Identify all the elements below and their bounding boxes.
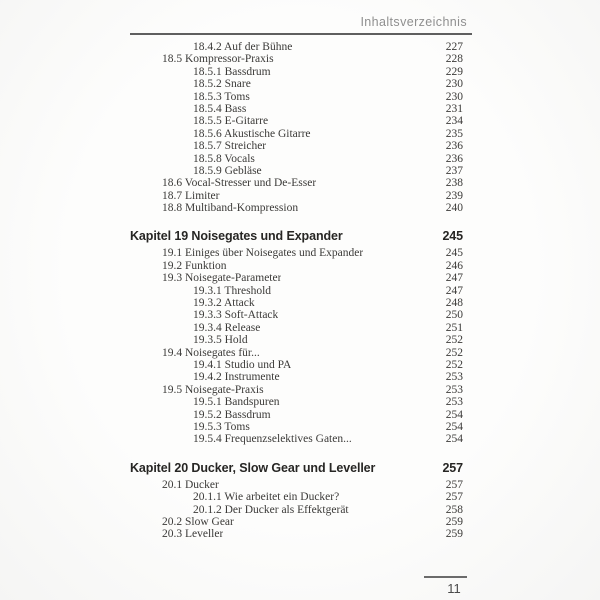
toc-entry [130, 260, 472, 272]
toc-entry-label: 19.5.1 Bandspuren [193, 396, 280, 409]
chapter-heading-label: Kapitel 20 Ducker, Slow Gear und Leveller [130, 460, 376, 475]
toc-entry-page: 236 [445, 152, 463, 165]
toc-entry-page: 230 [445, 90, 463, 103]
toc-entry-label: 18.5 Kompressor-Praxis [162, 53, 274, 66]
toc-entry-page: 254 [445, 420, 463, 433]
toc-entry-page: 254 [445, 433, 463, 446]
toc-entry-page: 247 [445, 272, 463, 285]
toc-entry-page: 248 [445, 297, 463, 310]
toc-entry-label: 19.3.3 Soft-Attack [193, 309, 279, 322]
toc-entry-page: 237 [445, 164, 463, 177]
toc-entry [130, 202, 472, 214]
toc-entry-label: 19.3.5 Hold [193, 334, 248, 347]
toc-entry [130, 103, 472, 115]
toc-entry-page: 228 [445, 53, 463, 66]
toc-section [130, 229, 472, 445]
toc-entry [130, 516, 472, 528]
toc-entry-page: 259 [445, 528, 463, 541]
toc-entry-label: 18.5.7 Streicher [193, 140, 267, 153]
toc-entry-label: 18.5.3 Toms [193, 90, 250, 103]
toc-section [130, 41, 472, 214]
toc-entry [130, 128, 472, 140]
toc-entry [130, 140, 472, 152]
toc-entry [130, 491, 472, 503]
toc-entry-label: 19.4.2 Instrumente [193, 371, 280, 384]
toc-entry-label: 18.6 Vocal-Stresser und De-Esser [162, 177, 317, 190]
toc-entry [130, 334, 472, 346]
toc-entry-page: 245 [445, 247, 463, 260]
toc-entry-page: 229 [445, 65, 463, 78]
table-of-contents [130, 41, 472, 541]
running-header-title: Inhaltsverzeichnis [360, 15, 467, 29]
toc-entry-label: 19.3 Noisegate-Parameter [162, 272, 282, 285]
toc-entry-page: 257 [445, 478, 463, 491]
toc-entry [130, 322, 472, 334]
toc-entry [130, 504, 472, 516]
toc-entry-label: 19.5 Noisegate-Praxis [162, 383, 264, 396]
toc-entry-label: 18.5.4 Bass [193, 102, 247, 115]
toc-entry [130, 177, 472, 189]
toc-entry [130, 421, 472, 433]
toc-section [130, 461, 472, 541]
toc-entry-label: 18.5.2 Snare [193, 78, 251, 91]
toc-entry [130, 247, 472, 259]
toc-entry-label: 18.5.6 Akustische Gitarre [193, 127, 311, 140]
toc-entry-page: 239 [445, 189, 463, 202]
toc-entry-label: 20.1 Ducker [162, 478, 219, 491]
toc-entry-page: 230 [445, 78, 463, 91]
toc-entry [130, 41, 472, 53]
toc-entry-page: 257 [445, 491, 463, 504]
toc-entry [130, 384, 472, 396]
toc-entry-page: 227 [445, 41, 463, 53]
toc-entry-label: 19.5.3 Toms [193, 420, 250, 433]
toc-entry [130, 285, 472, 297]
toc-entry-page: 235 [445, 127, 463, 140]
toc-entry-label: 19.5.2 Bassdrum [193, 408, 271, 421]
toc-entry-page: 253 [445, 383, 463, 396]
toc-entry-label: 18.5.9 Gebläse [193, 164, 262, 177]
toc-entry-page: 253 [445, 371, 463, 384]
chapter-heading-page: 245 [442, 229, 463, 244]
toc-entry-page: 234 [445, 115, 463, 128]
chapter-heading [130, 229, 472, 244]
toc-entry [130, 153, 472, 165]
chapter-heading [130, 461, 472, 476]
toc-entry-page: 259 [445, 515, 463, 528]
toc-entry-page: 231 [445, 102, 463, 115]
toc-entry [130, 433, 472, 445]
toc-entry [130, 272, 472, 284]
toc-entry-label: 19.5.4 Frequenzselektives Gaten... [193, 433, 352, 446]
toc-entry-page: 247 [445, 284, 463, 297]
toc-entry [130, 309, 472, 321]
chapter-heading-page: 257 [442, 460, 463, 475]
header-rule [130, 33, 472, 35]
toc-entry-label: 18.4.2 Auf der Bühne [193, 41, 293, 53]
chapter-heading-label: Kapitel 19 Noisegates und Expander [130, 229, 343, 244]
toc-entry-label: 19.3.2 Attack [193, 297, 255, 310]
toc-entry-page: 252 [445, 346, 463, 359]
toc-entry [130, 53, 472, 65]
toc-entry-label: 18.5.5 E-Gitarre [193, 115, 269, 128]
toc-entry [130, 91, 472, 103]
toc-entry [130, 371, 472, 383]
toc-entry-page: 251 [445, 321, 463, 334]
toc-entry [130, 409, 472, 421]
toc-entry-page: 252 [445, 358, 463, 371]
toc-entry-label: 20.2 Slow Gear [162, 515, 234, 528]
toc-entry-page: 246 [445, 259, 463, 272]
toc-entry-label: 20.1.2 Der Ducker als Effektgerät [193, 503, 349, 516]
toc-entry-label: 19.2 Funktion [162, 259, 227, 272]
toc-entry-page: 240 [445, 202, 463, 215]
toc-entry [130, 359, 472, 371]
toc-entry-label: 18.5.1 Bassdrum [193, 65, 271, 78]
toc-entry [130, 528, 472, 540]
toc-entry-label: 18.7 Limiter [162, 189, 220, 202]
toc-entry-page: 253 [445, 396, 463, 409]
toc-entry-label: 18.5.8 Vocals [193, 152, 255, 165]
toc-entry [130, 78, 472, 90]
toc-entry-label: 20.3 Leveller [162, 528, 224, 541]
toc-entry-page: 254 [445, 408, 463, 421]
page-number: 11 [447, 581, 461, 596]
toc-entry [130, 297, 472, 309]
toc-entry [130, 66, 472, 78]
toc-entry-page: 252 [445, 334, 463, 347]
toc-entry-page: 238 [445, 177, 463, 190]
footer-rule [424, 576, 467, 578]
toc-entry-label: 19.3.1 Threshold [193, 284, 272, 297]
toc-entry [130, 165, 472, 177]
toc-entry [130, 115, 472, 127]
toc-entry-page: 250 [445, 309, 463, 322]
toc-entry [130, 190, 472, 202]
toc-entry-label: 18.8 Multiband-Kompression [162, 202, 299, 215]
toc-entry-label: 20.1.1 Wie arbeitet ein Ducker? [193, 491, 340, 504]
toc-entry-page: 258 [445, 503, 463, 516]
toc-entry-label: 19.1 Einiges über Noisegates und Expander [162, 247, 364, 260]
toc-entry [130, 396, 472, 408]
toc-entry [130, 479, 472, 491]
toc-entry-page: 236 [445, 140, 463, 153]
toc-entry-label: 19.4 Noisegates für... [162, 346, 260, 359]
toc-entry-label: 19.4.1 Studio und PA [193, 358, 292, 371]
toc-entry-label: 19.3.4 Release [193, 321, 261, 334]
toc-entry [130, 347, 472, 359]
